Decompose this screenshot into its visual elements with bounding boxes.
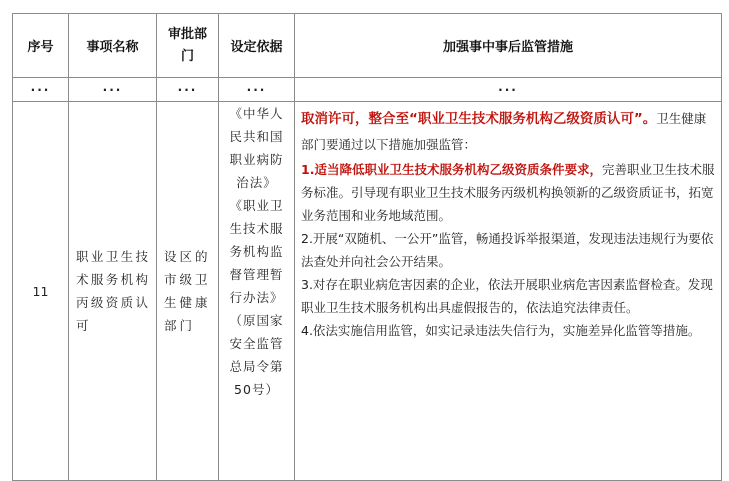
row-num: 11	[13, 102, 69, 481]
regulation-table	[12, 13, 722, 481]
measure-head-after: 卫生健康部门要通过以下措施加强监管：	[301, 111, 707, 152]
measure-item-4: 4.依法实施信用监管，如实记录违法失信行为，实施差异化监管等措施。	[301, 323, 701, 338]
measure-item-3: 3.对存在职业病危害因素的企业，依法开展职业病危害因素监督检查。发现职业卫生技术服务机构出具虚假报告的，依法追究法律责任。	[301, 277, 713, 315]
row-basis	[219, 102, 295, 481]
table-row	[13, 102, 722, 481]
measure-item-1-red: 1.适当降低职业卫生技术服务机构乙级资质条件要求，	[301, 162, 602, 177]
measure-item-1	[301, 158, 715, 227]
measure-head	[301, 106, 715, 158]
measure-item-1-rest: 完善职业卫生技术服务标准。引导现有职业卫生技术服务丙级机构换领新的乙级资质证书，拓宽业务范围和业务地域范围。	[301, 162, 715, 223]
measure-item-2: 2.开展“双随机、一公开”监管，畅通投诉举报渠道，发现违法违规行为要依法查处并向社会公开结果。	[301, 231, 714, 269]
header-row	[13, 14, 722, 78]
basis-order: （原国家安全监管总局令第50号）	[229, 313, 284, 397]
ellipsis-cell: ···	[13, 78, 69, 102]
row-measures	[295, 102, 722, 481]
ellipsis-cell: ···	[295, 78, 722, 102]
header-measures: 加强事中事后监管措施	[295, 14, 722, 78]
ellipsis-cell: ···	[69, 78, 157, 102]
header-dept: 审批部门	[157, 14, 219, 78]
ellipsis-cell: ···	[157, 78, 219, 102]
row-dept: 设区的市级卫生健康部门	[157, 102, 219, 481]
header-name: 事项名称	[69, 14, 157, 78]
header-num: 序号	[13, 14, 69, 78]
ellipsis-row	[13, 78, 722, 102]
ellipsis-cell: ···	[219, 78, 295, 102]
measure-head-red: 取消许可，整合至“职业卫生技术服务机构乙级资质认可”。	[301, 111, 657, 127]
row-item-name: 职业卫生技术服务机构丙级资质认可	[69, 102, 157, 481]
header-basis: 设定依据	[219, 14, 295, 78]
basis-law: 《中华人民共和国职业病防治法》	[229, 106, 284, 190]
basis-measures-doc: 《职业卫生技术服务机构监督管理暂行办法》	[229, 198, 284, 305]
